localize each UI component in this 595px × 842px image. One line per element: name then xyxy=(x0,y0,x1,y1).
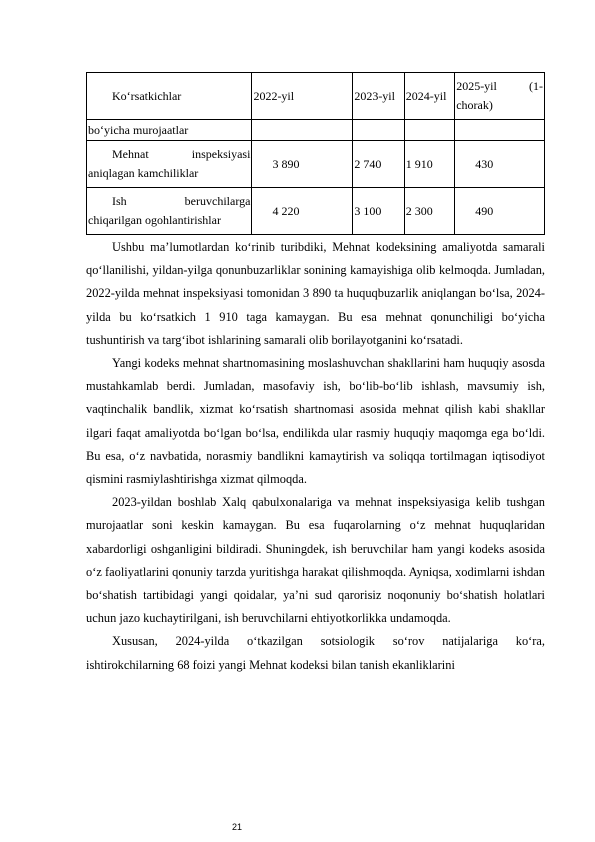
cell-2023: 2 740 xyxy=(353,141,404,188)
header-2025: 2025-yil (1-chorak) xyxy=(455,73,545,120)
statistics-table xyxy=(86,72,545,235)
table-row xyxy=(87,188,545,235)
header-2022: 2022-yil xyxy=(252,73,353,120)
paragraph: Ushbu ma’lumotlardan ko‘rinib turibdiki, Mehnat kodeksining amaliyotda samarali qo‘llanilishi, yildan-yilga qonunbuzarliklar sonining kamayishiga olib kelmoqda. Jumladan, 2022-yilda mehnat inspeksiyasi tomonidan 3 890 ta huquqbuzarlik aniqlangan bo‘lsa, 2024-yilda bu ko‘rsatkich 1 910 taga kamaygan. Bu esa mehnat qonunchiligi bo‘yicha tushuntirish va targ‘ibot ishlarining samarali olib borilayotganini ko‘rsatadi. xyxy=(86,240,545,347)
paragraph: Yangi kodeks mehnat shartnomasining moslashuvchan shakllarini ham huquqiy asosda mustahkamlab berdi. Jumladan, masofaviy ish, bo‘lib-bo‘lib ishlash, mavsumiy ish, vaqtinchalik bandlik, xizmat ko‘rsatish shartnomasi asosida mehnat qilish kabi shakllar ilgari faqat amaliyotda bo‘lgan bo‘lsa, endilikda ular rasmiy huquqiy maqomga ega bo‘ldi. Bu esa, o‘z navbatida, norasmiy bandlikni kamaytirish va soliqqa tortilmagan iqtisodiyot qismini rasmiylashtirishga xizmat qilmoqda. xyxy=(86,356,545,487)
cell-2024: 2 300 xyxy=(404,188,454,235)
cell-2022: 4 220 xyxy=(252,188,353,235)
table-section-row xyxy=(87,120,545,141)
paragraph: 2023-yildan boshlab Xalq qabulxonalariga va mehnat inspeksiyasiga kelib tushgan murojaatlar soni keskin kamaygan. Bu esa fuqarolarning o‘z mehnat huquqlaridan xabardorligi oshganligini bildiradi. Shuningdek, ish beruvchilar ham yangi kodeks asosida o‘z faoliyatlarini qonuniy tarzda yuritishga harakat qilishmoqda. Ayniqsa, xodimlarni ishdan bo‘shatish tartibidagi yangi qoidalar, ya’ni sud qarorisiz noqonuniy bo‘shatish holatlari uchun jazo kuchaytirilgani, ish beruvchilarni ehtiyotkorlikka undamoqda. xyxy=(86,495,545,626)
empty-cell xyxy=(252,120,353,141)
empty-cell xyxy=(455,120,545,141)
empty-cell xyxy=(353,120,404,141)
header-2024: 2024-yil xyxy=(404,73,454,120)
cell-2022: 3 890 xyxy=(252,141,353,188)
paragraph: Xususan, 2024-yilda o‘tkazilgan sotsiologik so‘rov natijalariga ko‘ra, ishtirokchilarning 68 foizi yangi Mehnat kodeksi bilan tanish ekanliklarini xyxy=(86,634,545,672)
cell-2025: 430 xyxy=(455,141,545,188)
empty-cell xyxy=(404,120,454,141)
row-label: Mehnat inspeksiyasi aniqlagan kamchiliklar xyxy=(87,141,252,188)
cell-2025: 490 xyxy=(455,188,545,235)
cell-2023: 3 100 xyxy=(353,188,404,235)
page-number: 21 xyxy=(232,822,243,832)
header-2023: 2023-yil xyxy=(353,73,404,120)
header-indicators: Ko‘rsatkichlar xyxy=(87,73,252,120)
section-label: bo‘yicha murojaatlar xyxy=(87,120,252,141)
row-label: Ish beruvchilarga chiqarilgan ogohlantirishlar xyxy=(87,188,252,235)
table-row xyxy=(87,141,545,188)
table-header-row xyxy=(87,73,545,120)
cell-2024: 1 910 xyxy=(404,141,454,188)
body-text xyxy=(86,236,545,677)
